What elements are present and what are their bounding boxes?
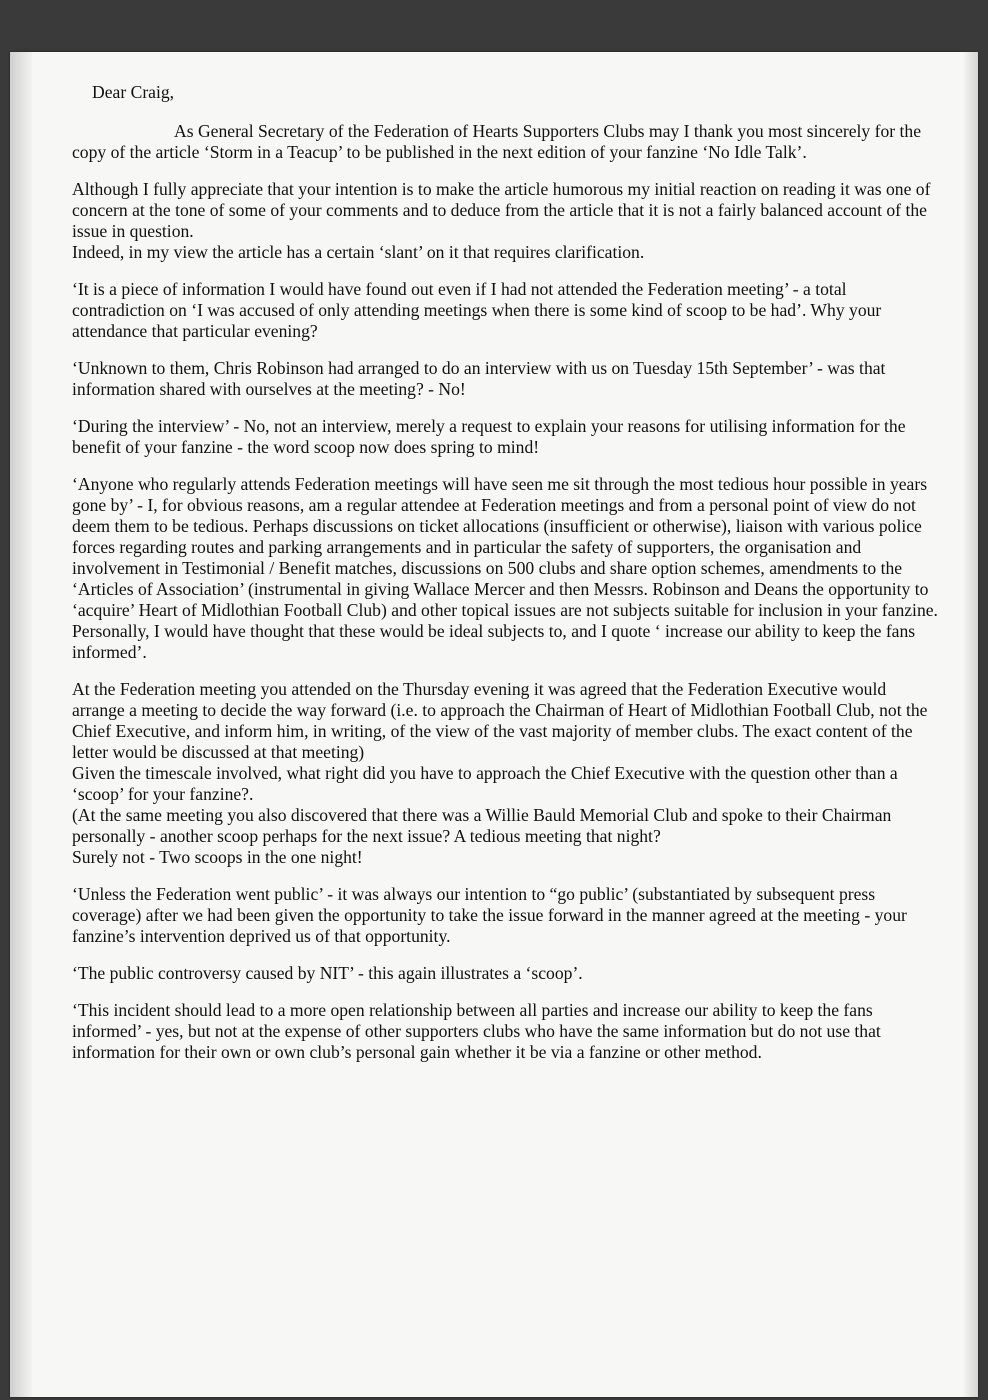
- paragraph-open-relationship: ‘This incident should lead to a more open relationship between all parties and increase our ability to keep the fans informed’ - yes, but not at the expense of other supporters clubs who have the same information but do not use that information for their own or own club’s personal gain whether it be via a fanzine or other method.: [72, 1000, 881, 1062]
- paragraph-two-scoops: Surely not - Two scoops in the one night!: [72, 847, 363, 867]
- paragraph-unknown: ‘Unknown to them, Chris Robinson had arranged to do an interview with us on Tuesday 15th September’ - was that information shared with ourselves at the meeting? - No!: [72, 358, 886, 399]
- paragraph-reaction: Although I fully appreciate that your intention is to make the article humorous my initial reaction on reading it was one of concern at the tone of some of your comments and to deduce from the article that it is not a fairly balanced account of the issue in question.: [72, 179, 931, 241]
- page-binding-shadow: [10, 52, 32, 1397]
- paragraph-information: ‘It is a piece of information I would have found out even if I had not attended the Federation meeting’ - a total contradiction on ‘I was accused of only attending meetings when there is some kind of scoop to be had’. Why your attendance that particular evening?: [72, 279, 882, 341]
- letter-page: [10, 52, 978, 1397]
- paragraph-go-public: ‘Unless the Federation went public’ - it was always our intention to “go public’ (substantiated by subsequent press coverage) after we had been given the opportunity to take the issue forward in the manner agreed at the meeting - your fanzine’s intervention deprived us of that opportunity.: [72, 884, 907, 946]
- letter-body: [72, 82, 940, 1079]
- paragraph-federation-meeting: At the Federation meeting you attended on the Thursday evening it was agreed that the Federation Executive would arrange a meeting to decide the way forward (i.e. to approach the Chairman of Heart of Midlothian Football Club, not the Chief Executive, and inform him, in writing, of the view of the vast majority of member clubs. The exact content of the letter would be discussed at that meeting): [72, 679, 928, 762]
- paragraph-interview: ‘During the interview’ - No, not an interview, merely a request to explain your reasons for utilising information for the benefit of your fanzine - the word scoop now does spring to mind!: [72, 416, 906, 457]
- page-edge-shadow: [964, 52, 978, 1397]
- paragraph-intro: As General Secretary of the Federation of Hearts Supporters Clubs may I thank you most sincerely for the copy of the article ‘Storm in a Teacup’ to be published in the next edition of your fanzine ‘No Idle Talk’.: [72, 121, 922, 162]
- paragraph-slant: Indeed, in my view the article has a certain ‘slant’ on it that requires clarification.: [72, 242, 645, 262]
- paragraph-timescale: Given the timescale involved, what right did you have to approach the Chief Executive with the question other than a ‘scoop’ for your fanzine?.: [72, 763, 898, 804]
- paragraph-meetings: ‘Anyone who regularly attends Federation meetings will have seen me sit through the most tedious hour possible in years gone by’ - I, for obvious reasons, am a regular attendee at Federation meetings and from a personal point of view do not deem them to be tedious. Perhaps discussions on ticket allocations (insufficient or otherwise), liaison with various police forces regarding routes and parking arrangements and in particular the safety of supporters, the organisation and involvement in Testimonial / Benefit matches, discussions on 500 clubs and share option schemes, amendments to the ‘Articles of Association’ (instrumental in giving Wallace Mercer and then Messrs. Robinson and Deans the opportunity to ‘acquire’ Heart of Midlothian Football Club) and other topical issues are not subjects suitable for inclusion in your fanzine.: [72, 474, 938, 620]
- salutation: Dear Craig,: [92, 82, 175, 102]
- paragraph-controversy: ‘The public controversy caused by NIT’ - this again illustrates a ‘scoop’.: [72, 963, 583, 983]
- paragraph-same-meeting: (At the same meeting you also discovered that there was a Willie Bauld Memorial Club and spoke to their Chairman personally - another scoop perhaps for the next issue? A tedious meeting that night?: [72, 805, 892, 846]
- paragraph-personally: Personally, I would have thought that these would be ideal subjects to, and I quote ‘ increase our ability to keep the fans informed’.: [72, 621, 916, 662]
